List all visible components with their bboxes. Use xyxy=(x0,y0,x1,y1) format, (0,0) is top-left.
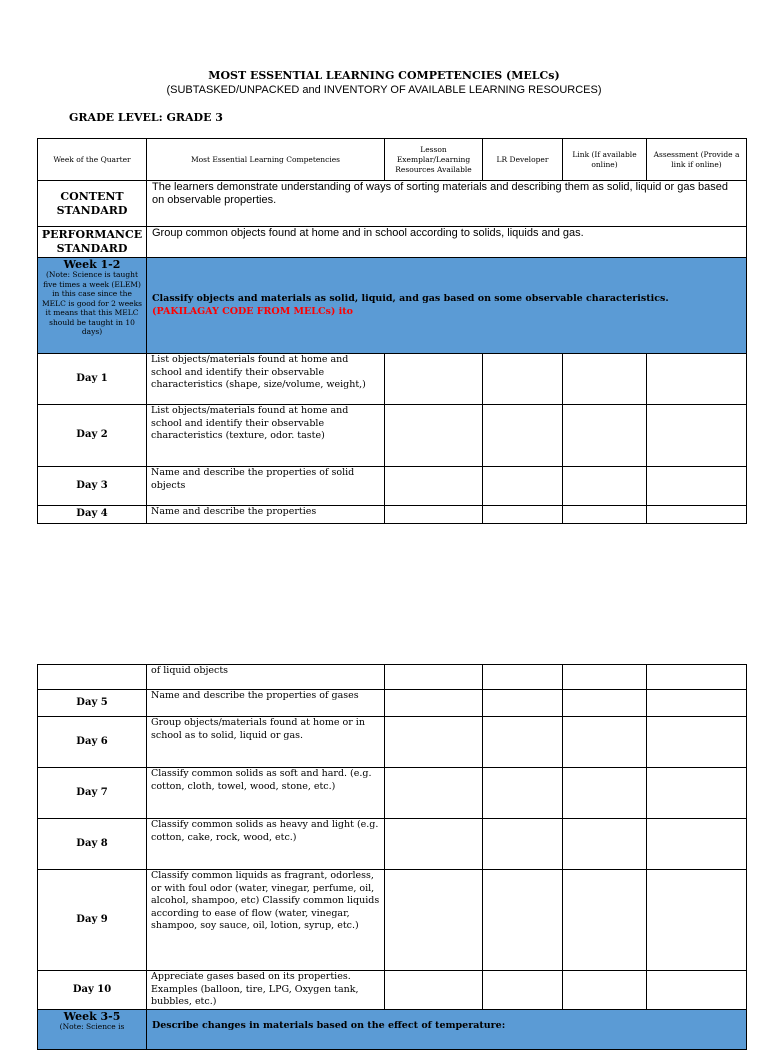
content-standard-row xyxy=(38,181,747,227)
table-row xyxy=(38,717,747,768)
week-3-5-label: Week 3-5 xyxy=(63,1009,121,1023)
col-assessment: Assessment (Provide a link if online) xyxy=(647,139,747,181)
col-competencies: Most Essential Learning Competencies xyxy=(147,139,385,181)
content-standard-label: CONTENT STANDARD xyxy=(38,181,147,227)
week-1-2-row xyxy=(38,258,747,354)
table-row xyxy=(38,506,747,524)
day-label: Day 9 xyxy=(38,870,147,971)
competency-text: Classify common liquids as fragrant, odorless, or with foul odor (water, vinegar, perfume, oil, alcohol, shampoo, etc) Classify common liquids according to ease of flow (water, vinegar, shampoo, soy sauce, oil, lotion, syrup, etc.) xyxy=(147,870,385,971)
col-week: Week of the Quarter xyxy=(38,139,147,181)
document-title: MOST ESSENTIAL LEARNING COMPETENCIES (MELCs) xyxy=(208,69,560,82)
day-label: Day 1 xyxy=(38,354,147,405)
table-row xyxy=(38,690,747,717)
day-label: Day 10 xyxy=(38,971,147,1010)
content-standard-text: The learners demonstrate understanding of ways of sorting materials and describing them as solid, liquid or gas based on observable properties. xyxy=(147,181,747,227)
table-row xyxy=(38,405,747,467)
table-row xyxy=(38,467,747,506)
week-3-5-cell xyxy=(38,1009,147,1049)
melc-table-page-2 xyxy=(37,664,747,1050)
day-label: Day 2 xyxy=(38,405,147,467)
competency-text: Name and describe the properties of gases xyxy=(147,690,385,717)
week-1-2-competency-cell xyxy=(147,258,747,354)
day-label: Day 4 xyxy=(38,506,147,524)
competency-text: List objects/materials found at home and school and identify their observable characteristics (shape, size/volume, weight,) xyxy=(147,354,385,405)
competency-text: Name and describe the properties of solid objects xyxy=(147,467,385,506)
performance-standard-row xyxy=(38,227,747,258)
table-row xyxy=(38,819,747,870)
melc-code-placeholder: (PAKILAGAY CODE FROM MELCs) ito xyxy=(152,305,354,317)
week-1-2-competency: Classify objects and materials as solid, liquid, and gas based on some observable characteristics. xyxy=(152,293,669,304)
performance-standard-text: Group common objects found at home and in school according to solids, liquids and gas. xyxy=(147,227,747,258)
week-3-5-row xyxy=(38,1009,747,1049)
day-label: Day 3 xyxy=(38,467,147,506)
day-label: Day 5 xyxy=(38,690,147,717)
col-link: Link (If available online) xyxy=(563,139,647,181)
competency-text: Name and describe the properties xyxy=(147,506,385,524)
col-lesson: Lesson Exemplar/Learning Resources Available xyxy=(385,139,483,181)
competency-text: Classify common solids as heavy and light (e.g. cotton, cake, rock, wood, etc.) xyxy=(147,819,385,870)
day-label: Day 8 xyxy=(38,819,147,870)
week-1-2-cell xyxy=(38,258,147,354)
week-1-2-label: Week 1-2 xyxy=(63,258,121,271)
table-row xyxy=(38,665,747,690)
table-row xyxy=(38,354,747,405)
competency-text: Appreciate gases based on its properties. Examples (balloon, tire, LPG, Oxygen tank, bubbles, etc.) xyxy=(147,971,385,1010)
day-label: Day 7 xyxy=(38,768,147,819)
table-header-row xyxy=(38,139,747,181)
competency-text: Classify common solids as soft and hard. (e.g. cotton, cloth, towel, wood, stone, etc.) xyxy=(147,768,385,819)
col-developer: LR Developer xyxy=(483,139,563,181)
document-subtitle: (SUBTASKED/UNPACKED and INVENTORY OF AVAILABLE LEARNING RESOURCES) xyxy=(166,84,602,96)
table-row xyxy=(38,971,747,1010)
day-label: Day 6 xyxy=(38,717,147,768)
performance-standard-label: PERFORMANCE STANDARD xyxy=(38,227,147,258)
competency-text: Group objects/materials found at home or in school as to solid, liquid or gas. xyxy=(147,717,385,768)
grade-level: GRADE LEVEL: GRADE 3 xyxy=(69,111,223,124)
competency-text: List objects/materials found at home and school and identify their observable characteristics (texture, odor. taste) xyxy=(147,405,385,467)
week-3-5-note: (Note: Science is xyxy=(59,1021,125,1031)
melc-table-page-1 xyxy=(37,138,747,524)
competency-text: of liquid objects xyxy=(147,665,385,690)
table-row xyxy=(38,870,747,971)
week-3-5-competency: Describe changes in materials based on the effect of temperature: xyxy=(147,1009,747,1049)
week-1-2-note: (Note: Science is taught five times a week (ELEM) in this case since the MELC is good for 2 weeks it means that this MELC should be taught in 10 days) xyxy=(41,270,142,336)
table-row xyxy=(38,768,747,819)
